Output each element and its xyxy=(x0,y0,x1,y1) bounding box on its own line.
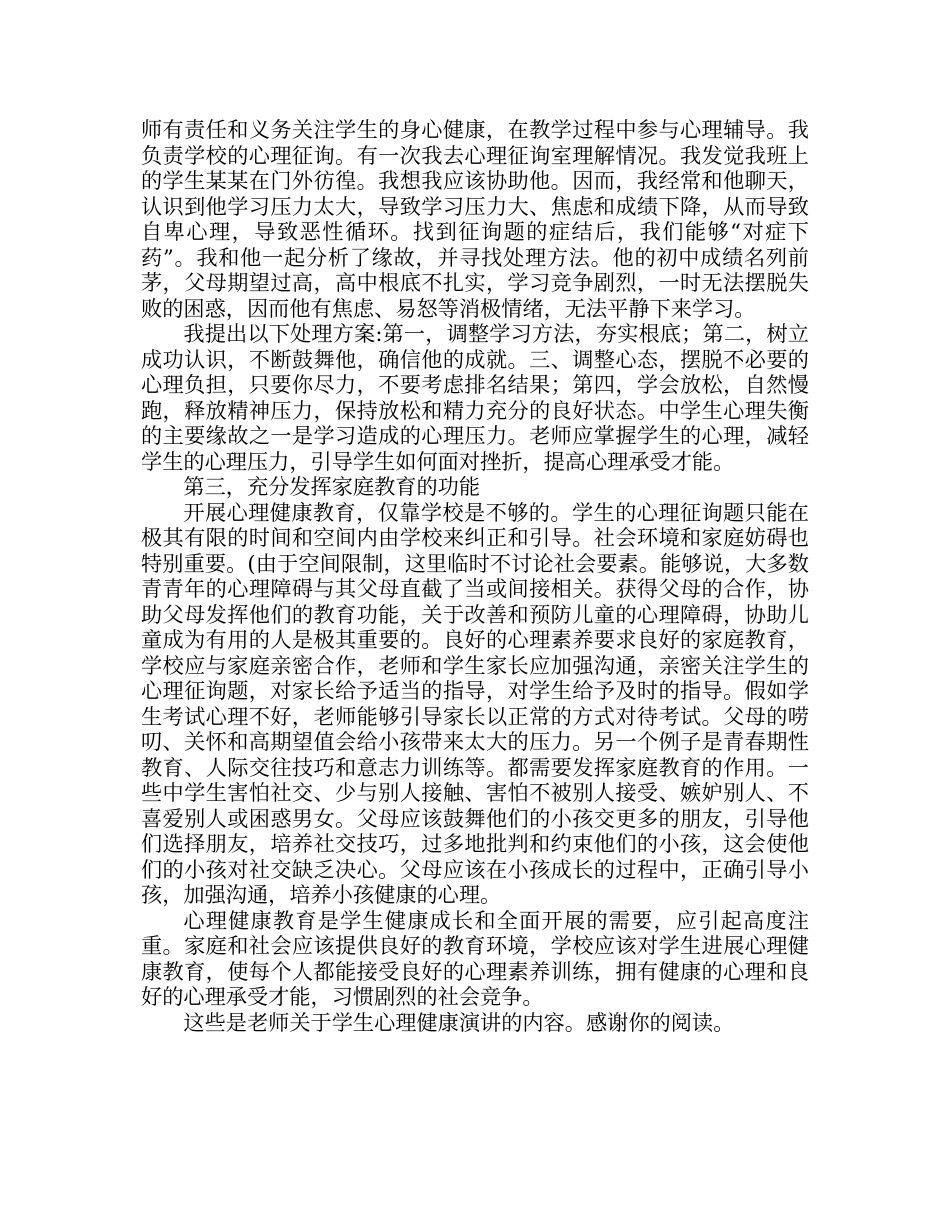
paragraph-closing: 这些是老师关于学生心理健康演讲的内容。感谢你的阅读。 xyxy=(183,1009,735,1035)
paragraph-solution-plan: 我提出以下处理方案:第一，调整学习方法，夯实根底；第二，树立成功认识，不断鼓舞他，确信他的成就。三、调整心态，摆脱不必要的心理负担，只要你尽力，不要考虑排名结果；第四，学会放松，自然慢跑，释放精神压力，保持放松和精力充分的良好状态。中学生心理失衡的主要缘故之一是学习造成的心理压力。老师应掌握学生的心理，减轻学生的心理压力，引导学生如何面对挫折，提高心理承受才能。 xyxy=(141,321,809,474)
paragraph-family-education: 开展心理健康教育，仅靠学校是不够的。学生的心理征询题只能在极其有限的时间和空间内由学校来纠正和引导。社会环境和家庭妨碍也特别重要。(由于空间限制，这里临时不讨论社会要素。能够说，大多数青青年的心理障碍与其父母直截了当或间接相关。获得父母的合作，协助父母发挥他们的教育功能，关于改善和预防儿童的心理障碍，协助儿童成为有用的人是极其重要的。良好的心理素养要求良好的家庭教育，学校应与家庭亲密合作，老师和学生家长应加强沟通，亲密关注学生的心理征询题，对家长给予适当的指导，对学生给予及时的指导。假如学生考试心理不好，老师能够引导家长以正常的方式对待考试。父母的唠叨、关怀和高期望值会给小孩带来太大的压力。另一个例子是青春期性教育、人际交往技巧和意志力训练等。都需要发挥家庭教育的作用。一些中学生害怕社交、少与别人接触、害怕不被别人接受、嫉妒别人、不喜爱别人或困惑男女。父母应该鼓舞他们的小孩交更多的朋友，引导他们选择朋友，培养社交技巧，过多地批判和约束他们的小孩，这会使他们的小孩对社交缺乏决心。父母应该在小孩成长的过程中，正确引导小孩，加强沟通，培养小孩健康的心理。 xyxy=(141,499,809,907)
document-body xyxy=(141,117,809,1035)
paragraph-conclusion: 心理健康教育是学生健康成长和全面开展的需要，应引起高度注重。家庭和社会应该提供良好的教育环境，学校应该对学生进展心理健康教育，使每个人都能接受良好的心理素养训练，拥有健康的心理和良好的心理承受才能，习惯剧烈的社会竞争。 xyxy=(141,907,809,1009)
paragraph-case-study: 师有责任和义务关注学生的身心健康，在教学过程中参与心理辅导。我负责学校的心理征询。有一次我去心理征询室理解情况。我发觉我班上的学生某某在门外彷徨。我想我应该协助他。因而，我经常和他聊天，认识到他学习压力太大，导致学习压力大、焦虑和成绩下降，从而导致自卑心理，导致恶性循环。找到征询题的症结后，我们能够“对症下药”。我和他一起分析了缘故，并寻找处理方法。他的初中成绩名列前茅，父母期望过高，高中根底不扎实，学习竞争剧烈，一时无法摆脱失败的困惑，因而他有焦虑、易怒等消极情绪，无法平静下来学习。 xyxy=(141,117,809,321)
section-heading-family-education: 第三，充分发挥家庭教育的功能 xyxy=(183,474,481,499)
